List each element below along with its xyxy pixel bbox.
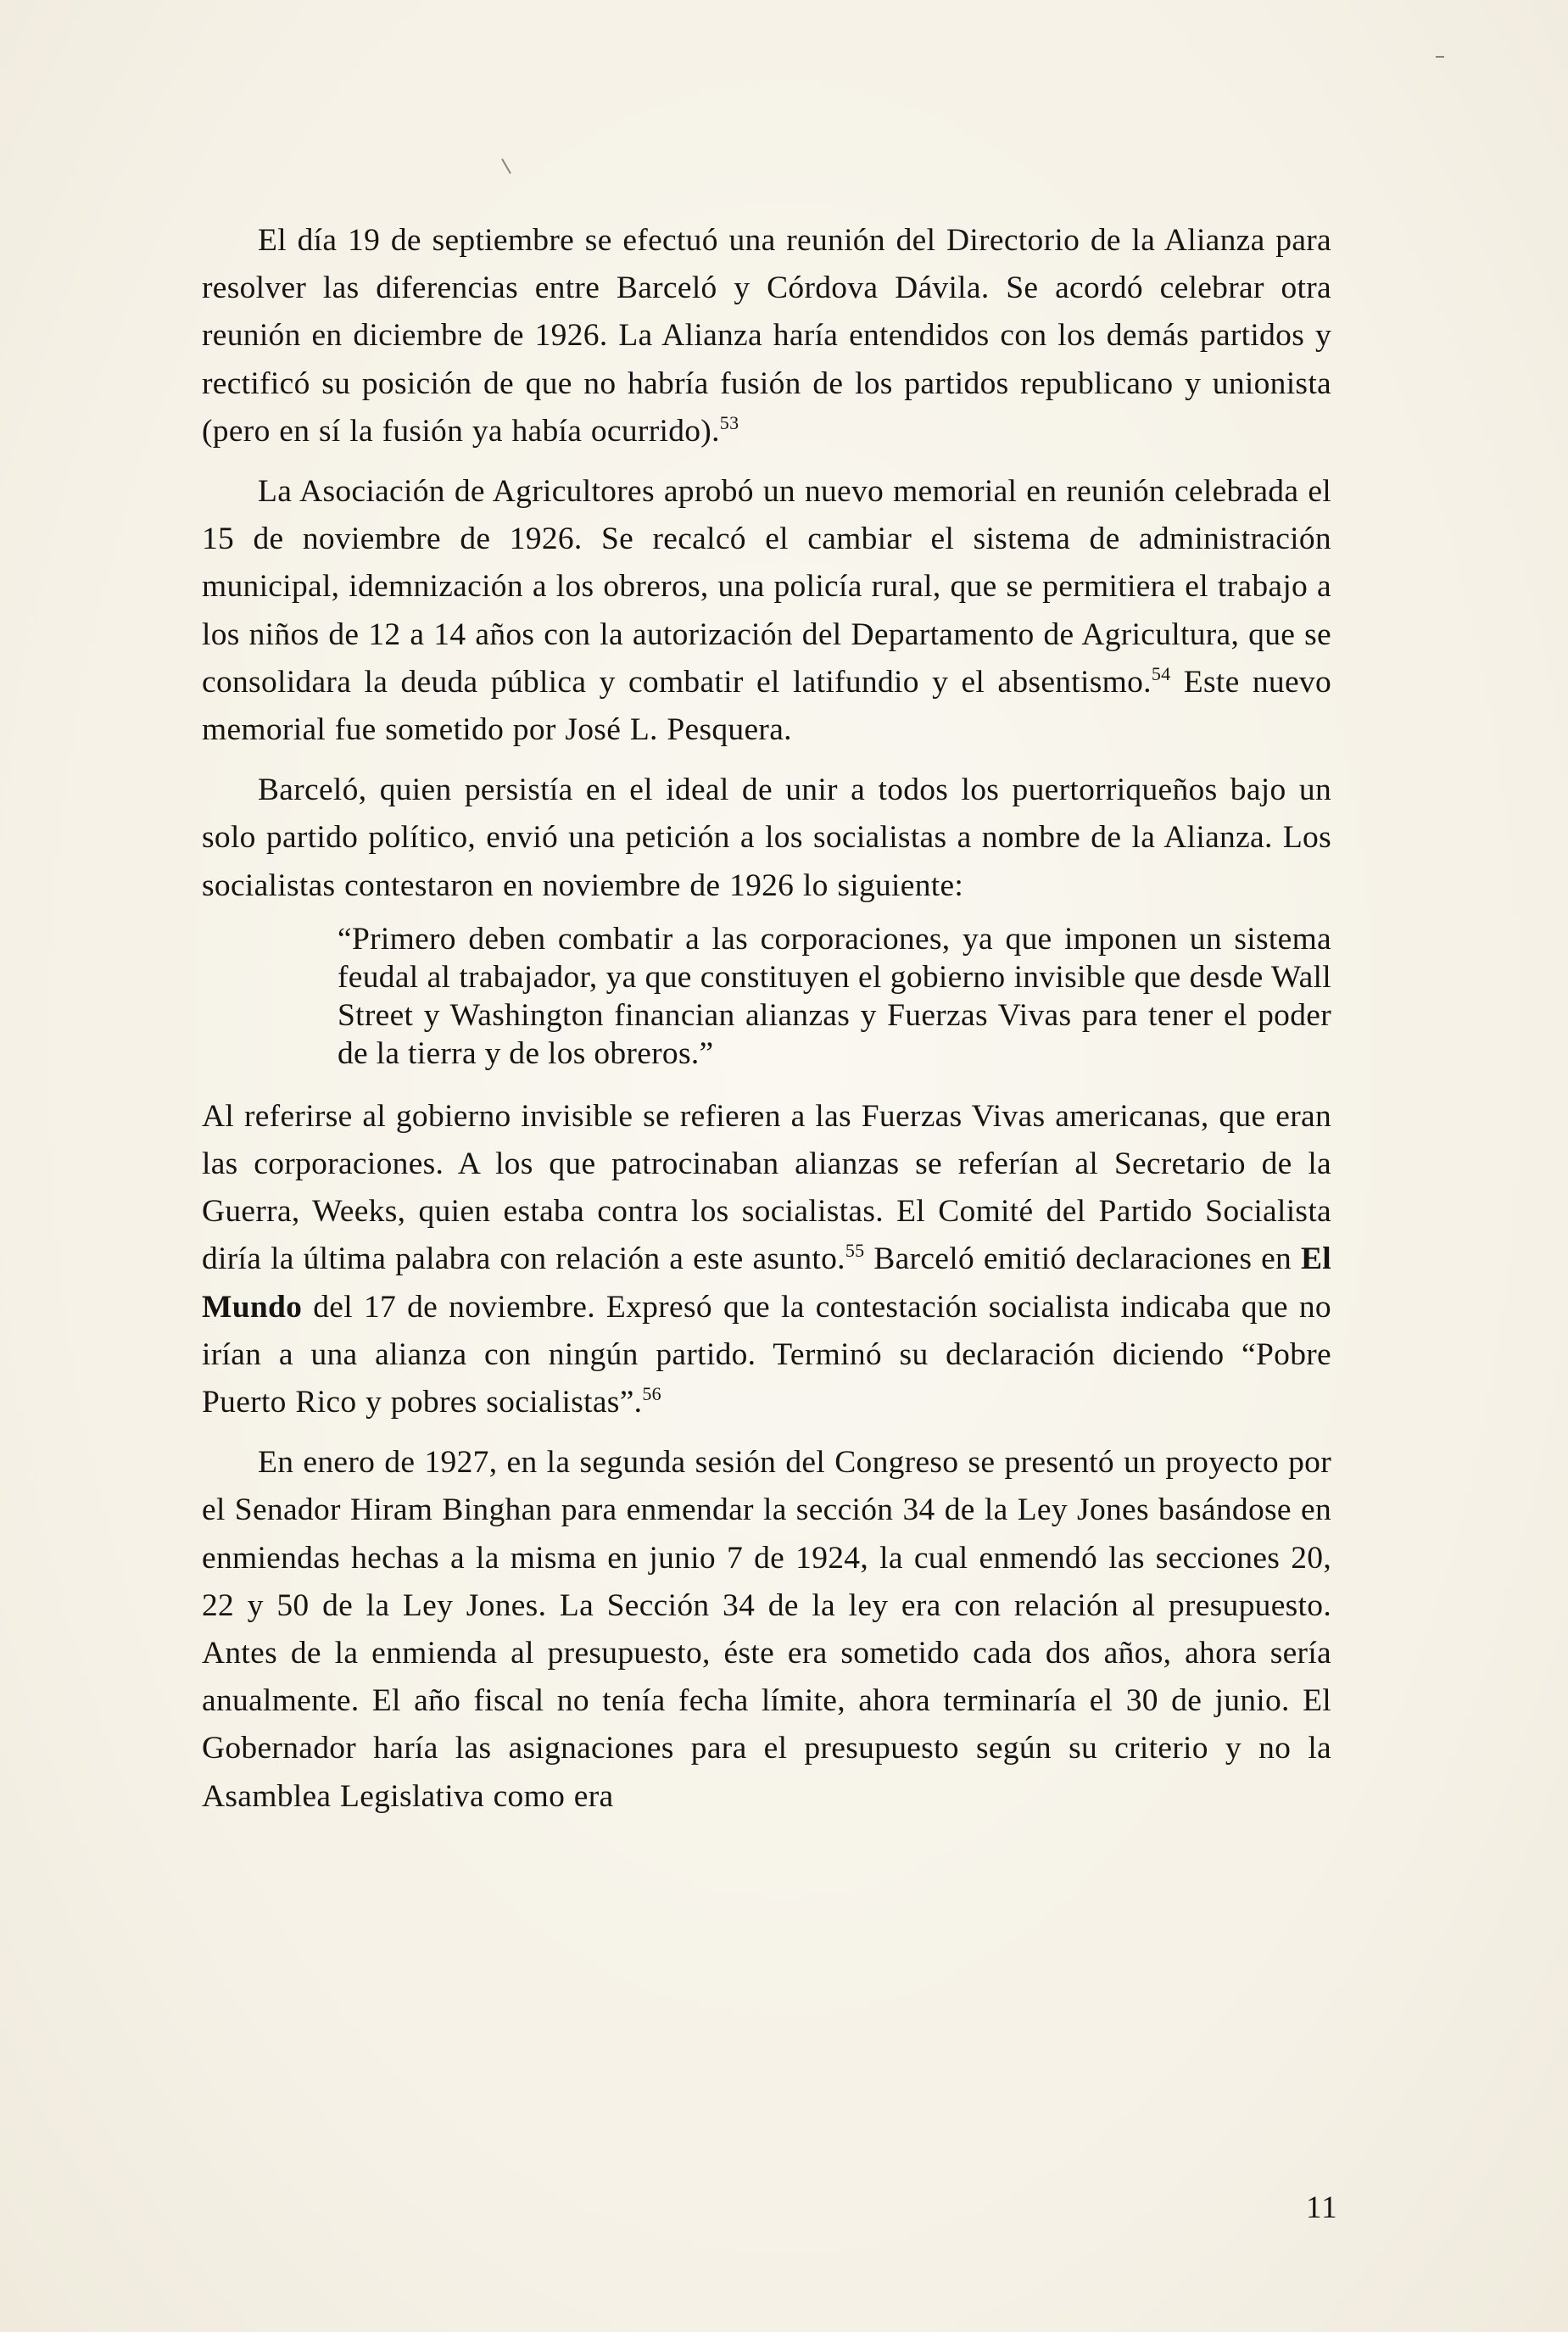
paragraph-text: Barceló, quien persistía en el ideal de unir a todos los puertorriqueños bajo un solo partido político, envió una petición a los socialistas a nombre de la Alianza. Los socialistas contestaron en noviembre de 1926 lo siguiente: xyxy=(202,773,1331,903)
footnote-ref: 53 xyxy=(719,411,739,433)
scan-mark xyxy=(1436,56,1444,58)
footnote-ref: 55 xyxy=(845,1240,865,1262)
paragraph-text: En enero de 1927, en la segunda sesión del Congreso se presentó un proyecto por el Senador Hiram Binghan para enmendar la sección 34 de la Ley Jones basándose en enmiendas hechas a la misma en junio 7 de 1924, la cual enmendó las secciones 20, 22 y 50 de la Ley Jones. La Sección 34 de la ley era con relación al presupuesto. Antes de la enmienda al presupuesto, éste era sometido cada dos años, ahora sería anualmente. El año fiscal no tenía fecha límite, ahora terminaría el 30 de junio. El Gobernador haría las asignaciones para el presupuesto según su criterio y no la Asamblea Legislativa como era xyxy=(202,1445,1331,1814)
block-quote xyxy=(338,920,1331,1073)
footnote-ref: 54 xyxy=(1151,662,1171,684)
paragraph xyxy=(202,767,1331,910)
footnote-ref: 56 xyxy=(642,1383,661,1405)
page-number: 11 xyxy=(1306,2190,1338,2225)
paragraph xyxy=(202,1439,1331,1821)
quote-text: “Primero deben combatir a las corporaciones, ya que imponen un sistema feudal al trabajador, ya que constituyen el gobierno invisible que desde Wall Street y Washington financian alianzas y Fuerzas Vivas para tener el poder de la tierra y de los obreros.” xyxy=(338,921,1331,1071)
paragraph-text: La Asociación de Agricultores aprobó un nuevo memorial en reunión celebrada el 15 de noviembre de 1926. Se recalcó el cambiar el sistema de administración municipal, idemnización a los obreros, una policía rural, que se permitiera el trabajo a los niños de 12 a 14 años con la autorización del Departamento de Agricultura, que se consolidara la deuda pública y combatir el latifundio y el absentismo. xyxy=(202,474,1331,700)
paragraph-text: del 17 de noviembre. Expresó que la contestación socialista indicaba que no irían a una alianza con ningún partido. Terminó su declaración diciendo “Pobre Puerto Rico y pobres socialistas”. xyxy=(202,1289,1331,1420)
paragraph-text: Al referirse al gobierno invisible se refieren a las Fuerzas Vivas americanas, que eran las corporaciones. A los que patrocinaban alianzas se referían al Secretario de la Guerra, Weeks, quien estaba contra los socialistas. El Comité del Partido Socialista diría la última palabra con relación a este asunto. xyxy=(202,1098,1331,1277)
scan-mark xyxy=(501,159,511,174)
paragraph-text: Barceló emitió declaraciones en xyxy=(864,1241,1301,1277)
newspaper-name: El Mundo xyxy=(202,1241,1332,1325)
paragraph xyxy=(202,468,1331,754)
paragraph xyxy=(202,1093,1331,1426)
paragraph-text: El día 19 de septiembre se efectuó una reunión del Directorio de la Alianza para resolver las diferencias entre Barceló y Córdova Dávila. Se acordó celebrar otra reunión en diciembre de 1926. La Alianza haría entendidos con los demás partidos y rectificó su posición de que no habría fusión de los partidos republicano y unionista (pero en sí la fusión ya había ocurrido). xyxy=(202,223,1331,449)
body-text xyxy=(202,217,1331,1821)
paragraph-text: Este nuevo memorial fue sometido por José L. Pesquera. xyxy=(202,664,1331,748)
paragraph xyxy=(202,217,1331,455)
